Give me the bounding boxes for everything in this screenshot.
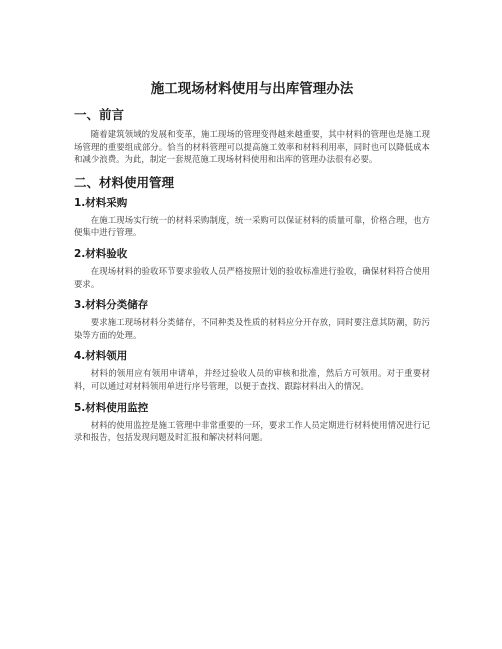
monitoring-paragraph: 材料的使用监控是施工管理中非常重要的一环，要求工作人员定期进行材料使用情况进行记录和报告，包括发现问题及时汇报和解决材料问题。 bbox=[74, 419, 430, 443]
subsection-heading-inspection: 2.材料验收 bbox=[74, 247, 128, 260]
subsection-heading-procurement: 1.材料采购 bbox=[74, 196, 128, 209]
section-preface bbox=[74, 107, 430, 166]
preface-paragraph: 随着建筑领域的发展和变革，施工现场的管理变得越来越重要，其中材料的管理也是施工现场管理的重要组成部分。恰当的材料管理可以提高施工效率和材料利用率，同时也可以降低成本和减少浪费。为此，制定一套规范施工现场材料使用和出库的管理办法很有必要。 bbox=[74, 129, 430, 165]
section-heading-material-usage: 二、材料使用管理 bbox=[74, 174, 175, 190]
requisition-paragraph: 材料的领用应有领用申请单，并经过验收人员的审核和批准，然后方可领用。对于重要材料，可以通过对材料领用单进行序号管理，以便于查找、跟踪材料出入的情况。 bbox=[74, 368, 430, 391]
subsection-heading-requisition: 4.材料领用 bbox=[74, 350, 128, 363]
subsection-procurement bbox=[74, 196, 430, 239]
storage-paragraph: 要求施工现场材料分类储存，不同种类及性质的材料应分开存放，同时要注意其防潮，防污染等方面的处理。 bbox=[74, 317, 430, 340]
subsection-requisition bbox=[74, 349, 430, 392]
subsection-storage bbox=[74, 298, 430, 341]
subsection-heading-storage: 3.材料分类储存 bbox=[74, 299, 149, 312]
subsection-heading-monitoring: 5.材料使用监控 bbox=[74, 401, 149, 414]
section-heading-preface: 一、前言 bbox=[74, 107, 125, 122]
procurement-paragraph: 在施工现场实行统一的材料采购制度，统一采购可以保证材料的质量可靠，价格合理，也方便集中进行管理。 bbox=[74, 214, 430, 238]
subsection-monitoring bbox=[74, 401, 430, 444]
document-title: 施工现场材料使用与出库管理办法 bbox=[150, 81, 354, 97]
inspection-paragraph: 在现场材料的验收环节要求验收人员严格按照计划的验收标准进行验收，确保材料符合使用要求。 bbox=[74, 265, 430, 289]
subsection-inspection bbox=[74, 247, 430, 290]
section-material-usage bbox=[74, 175, 430, 444]
